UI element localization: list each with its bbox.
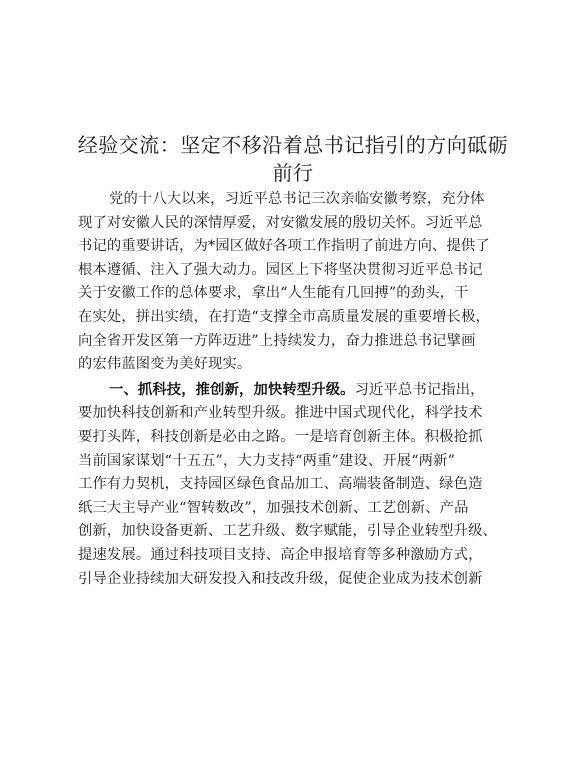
paragraph-2-line: 引导企业持续加大研发投入和技改升级，促使企业成为技术创新 [78,570,483,587]
paragraph-2-line: 提速发展。通过科技项目支持、高企申报培育等多种激励方式， [78,546,483,563]
paragraph-1-line: 现了对安徽人民的深情厚爱，对安徽发展的殷切关怀。习近平总 [78,214,483,231]
paragraph-2-line: 创新，加快设备更新、工艺升级、数字赋能，引导企业转型升级、 [78,523,497,540]
paragraph-2-line: 纸三大主导产业“智转数改”，加强技术创新、工艺创新、产品 [78,499,469,516]
paragraph-2-line: 要加快科技创新和产业转型升级。推进中国式现代化，科学技术 [78,405,483,422]
document-title-line-2: 前行 [272,161,314,185]
document-body [78,188,510,591]
paragraph-1-line: 书记的重要讲话，为*园区做好各项工作指明了前进方向、提供了 [78,238,490,255]
paragraph-1-line: 的宏伟蓝图变为美好现实。 [78,356,252,373]
paragraph-2-line: 当前国家谋划“十五五”，大力支持“两重”建设、开展“两新” [78,452,456,469]
document-title-line-1: 经验交流：坚定不移沿着总书记指引的方向砥砺 [77,133,509,157]
paragraph-1-line: 党的十八大以来，习近平总书记三次亲临安徽考察，充分体 [109,191,485,207]
section-heading: 一、抓科技，推创新，加快转型升级。 [109,381,355,398]
paragraph-2-line: 要打头阵，科技创新是必由之路。一是培育创新主体。积极抢抓 [78,428,483,445]
paragraph-1-line: 向全省开发区第一方阵迈进”上持续发力，奋力推进总书记擘画 [78,332,476,349]
paragraph-2-first-line [78,379,510,403]
paragraph-2-line: 工作有力契机，支持园区绿色食品加工、高端装备制造、绿色造 [78,476,483,493]
paragraph-1-line: 根本遵循、注入了强大动力。园区上下将坚决贯彻习近平总书记 [78,261,483,278]
paragraph-1-line: 关于安徽工作的总体要求，拿出“人生能有几回搏”的劲头，干 [78,285,469,302]
paragraph-1-line: 在实处，拼出实绩，在打造“支撑全市高质量发展的重要增长极， [78,308,490,325]
paragraph-2-first-line-text: 习近平总书记指出， [354,381,485,398]
